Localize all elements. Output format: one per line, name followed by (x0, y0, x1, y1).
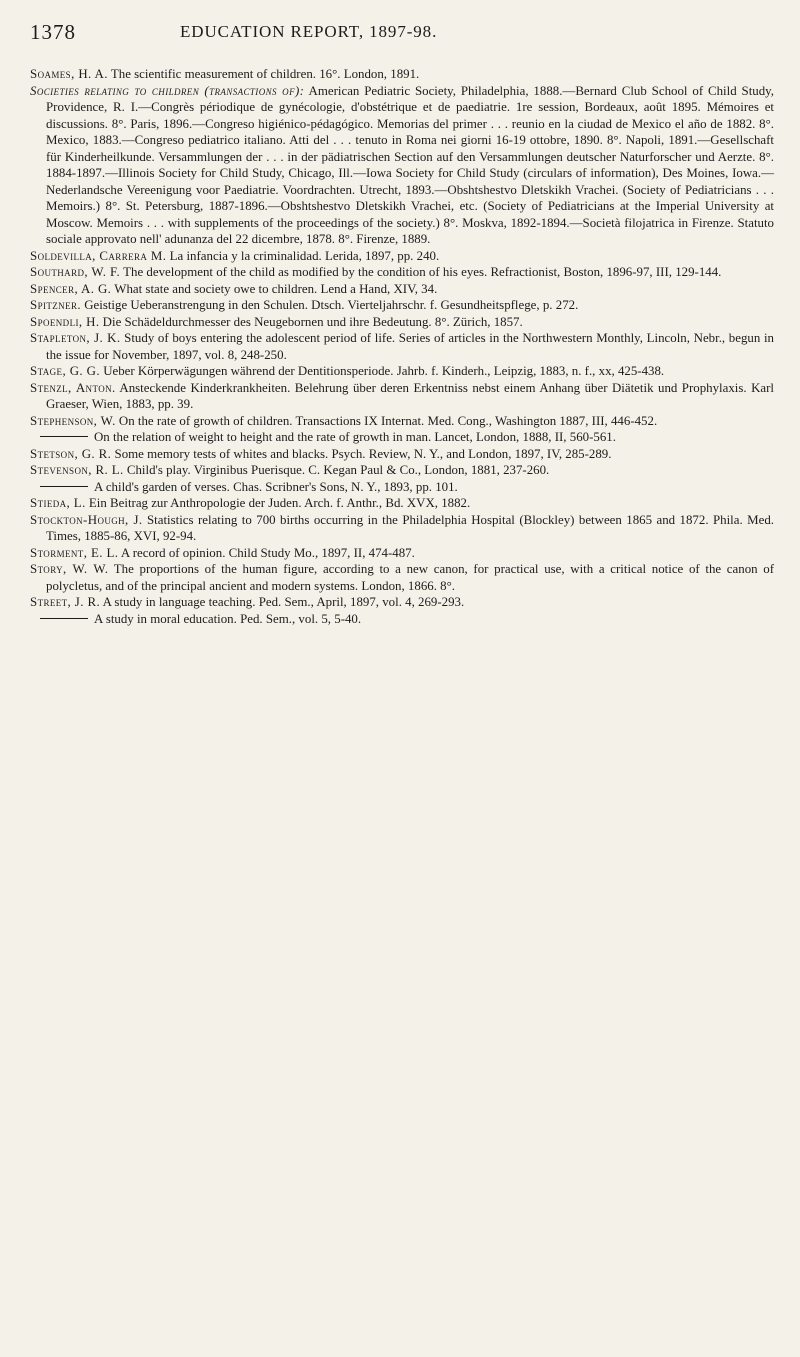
bibliography-entry (30, 83, 774, 248)
entry-text: Ein Beitrag zur Anthropologie der Juden. Arch. f. Anthr., Bd. XVX, 1882. (85, 496, 471, 510)
entry-text: Some memory tests of whites and blacks. Psych. Review, N. Y., and London, 1897, IV, 285-289. (111, 446, 612, 461)
entry-text: Ueber Körperwägungen während der Dentitionsperiode. Jahrb. f. Kinderh., Leipzig, 1883, n. f., xx, 425-438. (99, 364, 665, 378)
bibliography-entry (30, 281, 774, 298)
bibliography-entry (30, 264, 774, 281)
entry-author: Stephenson, W. (30, 413, 116, 428)
entry-text: The development of the child as modified by the condition of his eyes. Refractionist, Boston, 1896-97, III, 129-144. (120, 265, 722, 279)
bibliography-entry (30, 594, 774, 611)
entry-text: A study in language teaching. Ped. Sem., April, 1897, vol. 4, 269-293. (100, 595, 465, 609)
entry-author: Spoendli, H. (30, 314, 100, 329)
entry-text: Statistics relating to 700 births occurring in the Philadelphia Hospital (Blockley) between 1865 and 1872. Phila. Med. Times, 1885-86, XVI, 92-94. (46, 512, 774, 543)
entry-text: On the rate of growth of children. Transactions IX Internat. Med. Cong., Washington 1887, III, 446-452. (115, 413, 658, 428)
entry-text: Ansteckende Kinderkrankheiten. Belehrung über deren Erkentniss nebst einem Anhang über Diätetik und Prophylaxis. Karl Graeser, Wien, 1883, pp. 39. (46, 380, 775, 411)
entry-text: La infancia y la criminalidad. Lerida, 1897, pp. 240. (166, 248, 440, 263)
bibliography-entry (30, 297, 774, 314)
entry-text: Child's play. Virginibus Puerisque. C. Kegan Paul & Co., London, 1881, 237-260. (123, 463, 550, 477)
ditto-rule (40, 618, 88, 619)
entry-author: Stetson, G. R. (30, 446, 112, 461)
bibliography-entry (30, 248, 774, 265)
bibliography-entry (30, 611, 774, 628)
bibliography-entry (30, 363, 774, 380)
bibliography-entry (30, 413, 774, 430)
running-title: EDUCATION REPORT, 1897-98. (180, 22, 438, 41)
bibliography-entry (30, 429, 774, 446)
page-header (30, 14, 774, 48)
entry-text: Geistige Ueberanstrengung in den Schulen. Dtsch. Vierteljahrschr. f. Gesundheitspflege, p. 272. (81, 298, 579, 312)
entry-author: Societies relating to children (transactions of): (30, 83, 305, 98)
bibliography-entry (30, 545, 774, 562)
entry-author: Soldevilla, Carrera M. (30, 248, 167, 263)
entry-author: Spitzner. (30, 298, 81, 312)
entry-text: American Pediatric Society, Philadelphia, 1888.—Bernard Club School of Child Study, Providence, R. I.—Congrès périodique de gynécologie, d'obstétrique et de paediatrie. 1re session, Bordeaux, août 1895. Mémoires et discussions. 8°. Paris, 1896.—Congreso higiénico-pédagógico. Memorias del primer . . . reunio en la ciudad de Mexico el año de 1882. 8°. Mexico, 1883.—Congreso pediatrico italiano. Atti del . . . tenuto in Roma nei giorni 16-19 ottobre, 1890. 8°. Napoli, 1891.—Gesellschaft für Kinderheilkunde. Versammlungen der . . . in der pädiatrischen Section auf den Versammlungen deutscher Naturforscher und Aerzte. 8°. 1884-1897.—Illinois Society for Child Study, Chicago, Ill.—Iowa Society for Child Study (circulars of information), Des Moines, Iowa.—Nederlandsche Vereenigung voor Paediatrie. Voordrachten. Utrecht, 1893.—Obshtshestvo Dletskikh Vrachei. (Society of Pediatricians . . . Memoirs.) 8°. St. Petersburg, 1887-1896.—Obshtshestvo Dletskikh Vrachei, etc. (Society of Pediatricians at the Imperial University at Moscow. Memoirs . . . with supplements of the proceedings of the society.) 8°. Moskva, 1892-1894.—Società filojatrica in Firenze. Statuto sociale approvato nell' adunanza del 22 dicembre, 1878. 8°. Firenze, 1889. (46, 83, 775, 246)
entry-author: Stapleton, J. K. (30, 331, 121, 345)
bibliography-entry (30, 446, 774, 463)
entry-author: Storment, E. L. (30, 545, 119, 560)
entry-text: Die Schädeldurchmesser des Neugebornen und ihre Bedeutung. 8°. Zürich, 1857. (99, 314, 523, 329)
entry-author: Stockton-Hough, J. (30, 512, 143, 527)
page-number: 1378 (30, 20, 76, 44)
bibliography-entry (30, 479, 774, 496)
entry-author: Stenzl, Anton. (30, 380, 116, 395)
bibliography-entry (30, 66, 774, 83)
entry-text: A study in moral education. Ped. Sem., vol. 5, 5-40. (94, 611, 362, 626)
bibliography-entry (30, 495, 774, 512)
entry-author: Soames, H. A. (30, 67, 108, 81)
entry-text: Study of boys entering the adolescent period of life. Series of articles in the Northwestern Monthly, Lincoln, Nebr., begun in the issue for November, 1897, vol. 8, 248-250. (46, 331, 774, 362)
entry-text: The proportions of the human figure, according to a new canon, for practical use, with a critical notice of the canon of polycletus, and of the principal ancient and modern systems. London, 1866. 8°. (46, 562, 775, 593)
bibliography-entry (30, 512, 774, 545)
entry-author: Story, W. W. (30, 562, 109, 576)
ditto-rule (40, 436, 88, 437)
bibliography-list (30, 66, 774, 627)
entry-text: What state and society owe to children. Lend a Hand, XIV, 34. (111, 281, 438, 296)
entry-text: The scientific measurement of children. 16°. London, 1891. (107, 67, 420, 81)
entry-author: Stage, G. G. (30, 364, 100, 378)
entry-text: A record of opinion. Child Study Mo., 1897, II, 474-487. (118, 545, 415, 560)
entry-author: Southard, W. F. (30, 265, 121, 279)
entry-text: On the relation of weight to height and the rate of growth in man. Lancet, London, 1888, II, 560-561. (94, 430, 616, 444)
entry-text: A child's garden of verses. Chas. Scribner's Sons, N. Y., 1893, pp. 101. (94, 479, 458, 494)
entry-author: Stevenson, R. L. (30, 463, 124, 477)
entry-author: Stieda, L. (30, 496, 86, 510)
bibliography-entry (30, 462, 774, 479)
entry-author: Spencer, A. G. (30, 281, 112, 296)
ditto-rule (40, 486, 88, 487)
bibliography-entry (30, 561, 774, 594)
entry-author: Street, J. R. (30, 595, 101, 609)
bibliography-entry (30, 380, 774, 413)
bibliography-entry (30, 330, 774, 363)
bibliography-entry (30, 314, 774, 331)
